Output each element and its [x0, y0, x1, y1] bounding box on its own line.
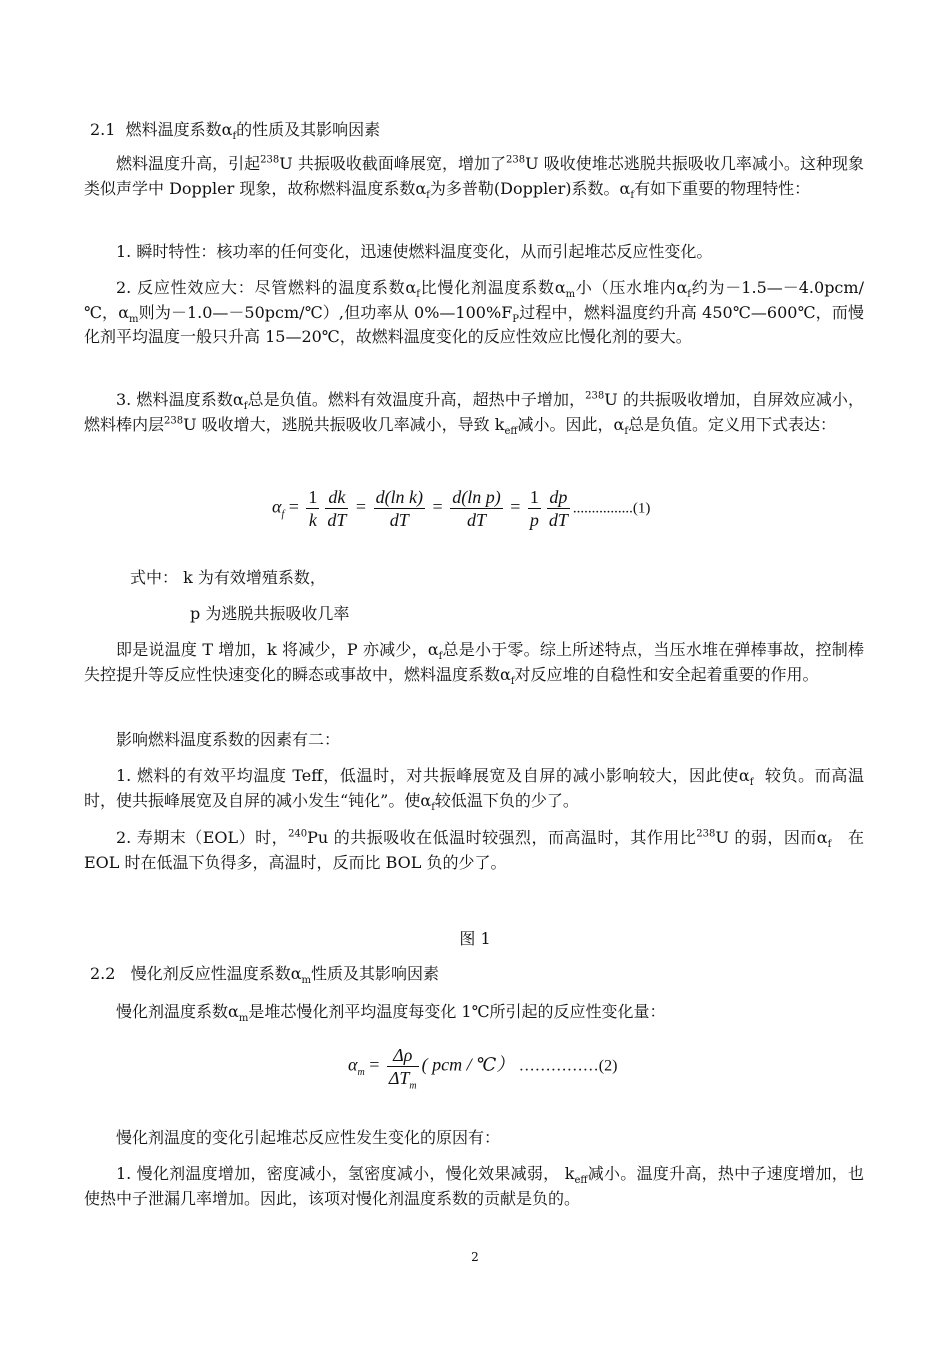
superscript-238: 238 — [585, 390, 605, 402]
alpha-symbol: α — [228, 1002, 239, 1021]
section-2-1-heading — [90, 118, 870, 143]
section-number: 2.2 — [90, 964, 116, 983]
superscript-238: 238 — [260, 154, 280, 166]
subscript-m: m — [565, 289, 576, 301]
subscript-m: m — [238, 1013, 249, 1025]
alpha-symbol: α — [405, 278, 417, 297]
text: 较低温下负的少了。 — [434, 790, 579, 810]
subscript-f: f — [243, 401, 248, 413]
text: 对反应堆的自稳性和安全起着重要的作用。 — [514, 664, 819, 684]
denominator: k — [308, 510, 317, 530]
text: p 为逃脱共振吸收几率 — [190, 604, 350, 623]
text: U 的弱，因而 — [715, 828, 817, 847]
superscript-240: 240 — [288, 828, 308, 840]
paragraph-factors-intro — [84, 728, 864, 753]
subscript-f: f — [416, 289, 420, 301]
numerator: dk — [325, 486, 348, 509]
section-title-tail: 的性质及其影响因素 — [236, 120, 381, 139]
fp-symbol — [501, 302, 520, 325]
subscript-f: f — [510, 675, 515, 687]
denominator: dT — [466, 510, 486, 530]
superscript-238: 238 — [696, 828, 716, 840]
unit: ( pcm / ℃） — [421, 1054, 515, 1075]
paragraph-doppler-intro — [84, 152, 864, 201]
alpha-symbol: α — [619, 178, 631, 198]
text: 即是说温度 T 增加，k 将减少，P 亦减少， — [116, 640, 428, 659]
section-title: 燃料温度系数 — [125, 120, 222, 139]
text: 较负。而高温时，使共振峰展宽及自屏的减小发生“钝化”。使 — [84, 766, 864, 810]
where-line-p — [190, 602, 790, 627]
alpha-symbol: α — [348, 1054, 358, 1075]
equation-tag: ……………(2) — [518, 1057, 618, 1075]
text: 影响燃料温度系数的因素有二： — [116, 730, 341, 749]
text: 慢化剂温度的变化引起堆芯反应性发生变化的原因有： — [116, 1128, 501, 1147]
section-2-2-heading — [90, 962, 870, 987]
subscript-f: f — [426, 189, 430, 201]
alpha-symbol: α — [613, 414, 625, 434]
alpha-symbol: α — [676, 278, 688, 297]
text: 小（压水堆内 — [575, 278, 677, 297]
alpha-symbol: α — [415, 178, 427, 198]
text: 减小。温度升高，热中子速度增加，也使热中子泄漏几率增加。因此，该项对慢化剂温度系数的贡献是负的。 — [84, 1164, 864, 1208]
page-number: 2 — [471, 1250, 479, 1264]
superscript-238: 238 — [506, 154, 526, 166]
text: 1. 慢化剂温度增加，密度减小，氢密度减小，慢化效果减弱， k — [116, 1164, 575, 1183]
alpha-symbol: α — [420, 790, 432, 810]
text: 减小。因此， — [517, 414, 614, 434]
alpha-symbol: α — [500, 664, 511, 684]
text: 3. 燃料温度系数 — [116, 390, 233, 409]
text: 式中： k 为有效增殖系数， — [130, 568, 326, 587]
numerator: Δρ — [387, 1044, 419, 1067]
text: 比慢化剂温度系数 — [419, 278, 555, 297]
text: 慢化剂温度系数 — [116, 1002, 229, 1021]
text: U 吸收增大，逃脱共振吸收几率减小，导致 k — [183, 414, 505, 434]
text: 2. 反应性效应大：尽管燃料的温度系数 — [116, 278, 406, 297]
subscript-f: f — [687, 289, 691, 301]
text: 总是小于零。综上所述特点，当压水堆在弹棒事故，控制棒失控提升等反应性快速变化的瞬态或事故中，燃料温度系数 — [84, 640, 864, 684]
alpha-symbol: α — [232, 390, 244, 409]
text: ΔT — [388, 1068, 410, 1088]
text: 有如下重要的物理特性： — [634, 178, 811, 198]
section-title-tail: 性质及其影响因素 — [311, 964, 440, 983]
text: 2. 寿期末（EOL）时， — [116, 828, 289, 847]
text: 是堆芯慢化剂平均温度每变化 1℃所引起的反应性变化量： — [248, 1002, 666, 1021]
paragraph-summary — [84, 638, 864, 687]
alpha-symbol: α — [290, 964, 302, 983]
alpha-symbol: α — [118, 302, 130, 322]
figure-caption: 图 1 — [459, 929, 491, 948]
alpha-symbol: α — [272, 496, 282, 517]
paragraph-moderator-definition — [84, 1000, 864, 1025]
fraction — [547, 486, 570, 531]
equation-tag: ................(1) — [572, 500, 651, 517]
fraction — [387, 1044, 419, 1092]
section-title: 慢化剂反应性温度系数 — [130, 964, 291, 983]
text: 在 EOL 时在低温下负得多，高温时，反而比 BOL 负的少了。 — [84, 828, 864, 872]
subscript-f: f — [438, 651, 443, 663]
subscript-f: f — [827, 839, 832, 851]
subscript-f: f — [630, 189, 635, 201]
section-number: 2.1 — [90, 120, 116, 139]
alpha-symbol: α — [738, 766, 750, 785]
text: 约为－1.5—－4.0pcm/℃， — [84, 278, 864, 322]
text: 过程中，燃料温度约升高 450℃—600℃，而慢化剂平均温度一般只升高 15—20℃，故燃料温度变化的反应性效应比慢化剂的要大。 — [84, 302, 864, 346]
equation-1: $\alpha_f$ = $\frac{1}{k}$ $\frac{dk}{dT}$ = $\frac{\text{d(ln k)}}{dT}$ = $\frac{\text{d(ln p)}}{dT}$ = $\frac{1}{p}$ $\frac{dp}{dT}$ ................(1) — [272, 487, 651, 530]
fraction — [306, 486, 319, 531]
subscript-eff: eff — [504, 425, 518, 437]
denominator: dT — [548, 510, 568, 530]
numerator: 1 — [529, 487, 539, 507]
paragraph-factor-2 — [84, 826, 864, 875]
text: 则为－1.0—－50pcm/℃）,但功率从 0%—100% — [138, 302, 502, 322]
text: 为多普勒(Doppler)系数。 — [429, 178, 620, 198]
where-line-k — [130, 566, 830, 591]
denominator: dT — [327, 510, 347, 530]
paragraph-moderator-reason-1 — [84, 1162, 864, 1211]
fraction — [325, 486, 348, 531]
subscript-m: m — [357, 1067, 365, 1079]
subscript-m: m — [129, 313, 139, 325]
numerator: 1 — [308, 487, 318, 507]
text: 总是负值。定义用下式表达： — [628, 414, 837, 434]
denominator: p — [529, 510, 539, 530]
paragraph-item-3-negative — [84, 388, 864, 437]
alpha-symbol: α — [427, 640, 439, 659]
fraction — [450, 486, 503, 531]
text: Pu 的共振吸收在低温时较强烈，而高温时，其作用比 — [307, 828, 697, 847]
denominator: dT — [389, 510, 409, 530]
subscript-f: f — [749, 777, 754, 789]
superscript-238: 238 — [164, 415, 184, 427]
subscript-p: P — [512, 313, 520, 325]
subscript-m: m — [301, 975, 312, 987]
numerator: d(ln p) — [452, 487, 501, 507]
numerator: d(ln k) — [375, 487, 424, 507]
alpha-symbol: α — [816, 828, 828, 847]
subscript-eff: eff — [574, 1175, 588, 1187]
text: 总是负值。燃料有效温度升高，超热中子增加， — [247, 390, 586, 409]
fraction — [374, 486, 425, 531]
text: U 的共振吸收增加，自屏效应减小，燃料棒内层 — [84, 390, 864, 434]
equation-2: $\alpha_m$ = $\frac{\Delta\rho}{\Delta T_m}$ ( pcm / ℃） ……………(2) — [348, 1045, 618, 1092]
subscript-f: f — [232, 131, 237, 143]
alpha-symbol: α — [221, 120, 233, 139]
paragraph-item-2-reactivity — [84, 276, 864, 350]
text: 1. 燃料的有效平均温度 Teff，低温时，对共振峰展宽及自屏的减小影响较大，因此使 — [116, 766, 739, 785]
fraction — [528, 486, 541, 531]
subscript-f: f — [624, 425, 629, 437]
subscript-f: f — [281, 509, 285, 521]
denominator — [387, 1067, 419, 1092]
text: F — [501, 302, 513, 322]
alpha-symbol: α — [554, 278, 566, 297]
paragraph-factor-1 — [84, 764, 864, 813]
paragraph-moderator-reasons — [84, 1126, 864, 1151]
text: U 共振吸收截面峰展宽，增加了 — [279, 154, 507, 173]
paragraph-item-1-instant — [84, 240, 864, 265]
text: U 吸收使堆芯逃脱共振吸收几率减小。这种现象类似声学中 Doppler 现象，故称燃料温度系数 — [84, 154, 864, 198]
text: 燃料温度升高，引起 — [116, 154, 261, 173]
text: 1. 瞬时特性：核功率的任何变化，迅速使燃料温度变化，从而引起堆芯反应性变化。 — [116, 242, 713, 261]
subscript-m: m — [409, 1080, 417, 1092]
numerator: dp — [547, 486, 570, 509]
subscript-f: f — [431, 801, 435, 813]
